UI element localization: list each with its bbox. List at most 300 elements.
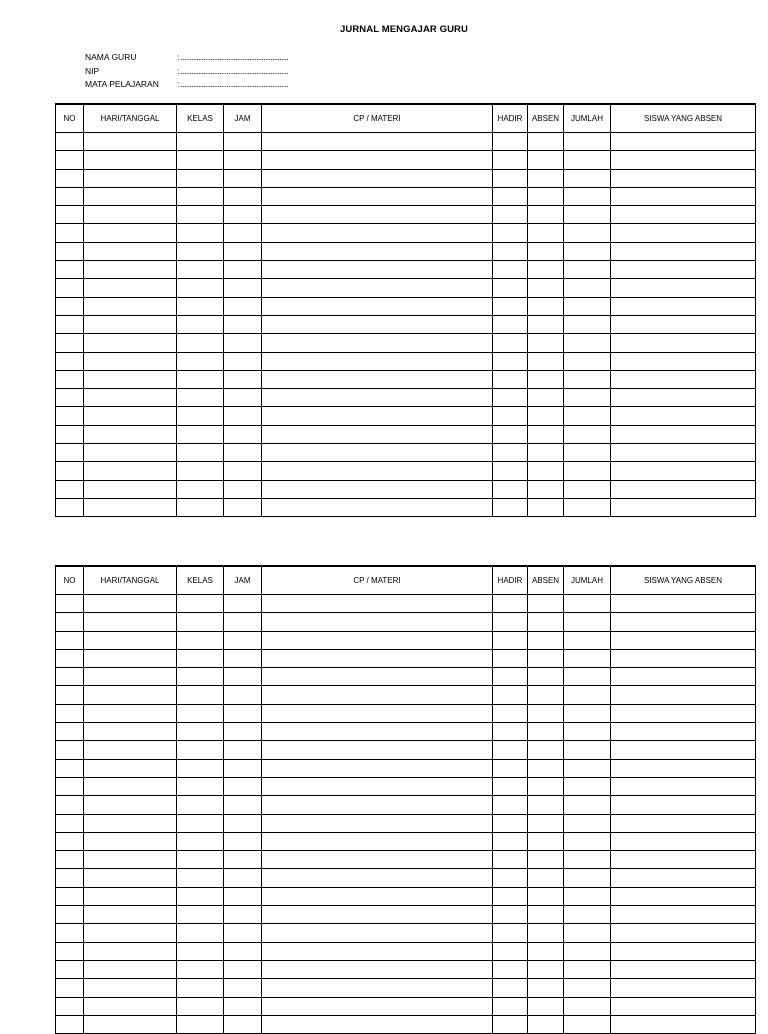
cell-date[interactable] [84, 444, 177, 462]
cell-absent-students[interactable] [611, 649, 756, 667]
cell-total[interactable] [564, 997, 611, 1015]
cell-material[interactable] [262, 169, 493, 187]
cell-class[interactable] [177, 206, 224, 224]
cell-absent[interactable] [528, 370, 564, 388]
cell-material[interactable] [262, 352, 493, 370]
cell-class[interactable] [177, 631, 224, 649]
cell-total[interactable] [564, 462, 611, 480]
cell-absent-students[interactable] [611, 407, 756, 425]
cell-date[interactable] [84, 595, 177, 613]
cell-absent-students[interactable] [611, 462, 756, 480]
cell-class[interactable] [177, 997, 224, 1015]
cell-absent[interactable] [528, 906, 564, 924]
cell-hour[interactable] [224, 906, 262, 924]
cell-present[interactable] [493, 741, 528, 759]
cell-absent[interactable] [528, 1015, 564, 1033]
cell-no[interactable] [56, 704, 84, 722]
cell-present[interactable] [493, 832, 528, 850]
cell-class[interactable] [177, 759, 224, 777]
cell-no[interactable] [56, 613, 84, 631]
cell-no[interactable] [56, 315, 84, 333]
cell-absent-students[interactable] [611, 979, 756, 997]
cell-absent-students[interactable] [611, 741, 756, 759]
cell-total[interactable] [564, 224, 611, 242]
cell-total[interactable] [564, 169, 611, 187]
cell-no[interactable] [56, 686, 84, 704]
cell-no[interactable] [56, 668, 84, 686]
cell-absent[interactable] [528, 668, 564, 686]
cell-total[interactable] [564, 407, 611, 425]
cell-present[interactable] [493, 631, 528, 649]
cell-date[interactable] [84, 869, 177, 887]
cell-class[interactable] [177, 960, 224, 978]
cell-total[interactable] [564, 960, 611, 978]
cell-date[interactable] [84, 723, 177, 741]
cell-absent[interactable] [528, 407, 564, 425]
cell-date[interactable] [84, 814, 177, 832]
cell-absent[interactable] [528, 924, 564, 942]
cell-total[interactable] [564, 649, 611, 667]
cell-absent[interactable] [528, 942, 564, 960]
cell-no[interactable] [56, 1015, 84, 1033]
cell-date[interactable] [84, 942, 177, 960]
cell-no[interactable] [56, 979, 84, 997]
cell-absent[interactable] [528, 631, 564, 649]
cell-total[interactable] [564, 631, 611, 649]
cell-absent-students[interactable] [611, 187, 756, 205]
cell-present[interactable] [493, 480, 528, 498]
cell-date[interactable] [84, 498, 177, 516]
cell-hour[interactable] [224, 649, 262, 667]
cell-absent-students[interactable] [611, 832, 756, 850]
cell-hour[interactable] [224, 352, 262, 370]
cell-hour[interactable] [224, 851, 262, 869]
cell-date[interactable] [84, 851, 177, 869]
cell-total[interactable] [564, 242, 611, 260]
cell-total[interactable] [564, 832, 611, 850]
cell-date[interactable] [84, 796, 177, 814]
cell-hour[interactable] [224, 133, 262, 151]
cell-no[interactable] [56, 723, 84, 741]
cell-date[interactable] [84, 777, 177, 795]
cell-absent[interactable] [528, 869, 564, 887]
cell-present[interactable] [493, 814, 528, 832]
cell-hour[interactable] [224, 407, 262, 425]
cell-material[interactable] [262, 704, 493, 722]
cell-class[interactable] [177, 425, 224, 443]
cell-absent[interactable] [528, 444, 564, 462]
cell-absent-students[interactable] [611, 370, 756, 388]
cell-material[interactable] [262, 649, 493, 667]
cell-total[interactable] [564, 814, 611, 832]
cell-date[interactable] [84, 960, 177, 978]
cell-class[interactable] [177, 979, 224, 997]
cell-class[interactable] [177, 297, 224, 315]
cell-total[interactable] [564, 869, 611, 887]
cell-class[interactable] [177, 887, 224, 905]
cell-material[interactable] [262, 498, 493, 516]
cell-hour[interactable] [224, 462, 262, 480]
cell-absent[interactable] [528, 133, 564, 151]
cell-class[interactable] [177, 462, 224, 480]
cell-absent[interactable] [528, 480, 564, 498]
cell-absent-students[interactable] [611, 777, 756, 795]
cell-absent-students[interactable] [611, 297, 756, 315]
cell-material[interactable] [262, 631, 493, 649]
cell-date[interactable] [84, 334, 177, 352]
cell-present[interactable] [493, 759, 528, 777]
cell-absent[interactable] [528, 960, 564, 978]
cell-total[interactable] [564, 613, 611, 631]
cell-absent-students[interactable] [611, 759, 756, 777]
cell-hour[interactable] [224, 613, 262, 631]
cell-present[interactable] [493, 960, 528, 978]
cell-total[interactable] [564, 297, 611, 315]
cell-class[interactable] [177, 151, 224, 169]
cell-total[interactable] [564, 389, 611, 407]
cell-present[interactable] [493, 906, 528, 924]
cell-no[interactable] [56, 906, 84, 924]
cell-hour[interactable] [224, 498, 262, 516]
cell-class[interactable] [177, 649, 224, 667]
cell-present[interactable] [493, 979, 528, 997]
cell-hour[interactable] [224, 814, 262, 832]
cell-class[interactable] [177, 133, 224, 151]
cell-hour[interactable] [224, 924, 262, 942]
cell-present[interactable] [493, 942, 528, 960]
cell-material[interactable] [262, 334, 493, 352]
cell-material[interactable] [262, 1015, 493, 1033]
cell-total[interactable] [564, 334, 611, 352]
cell-material[interactable] [262, 151, 493, 169]
cell-total[interactable] [564, 887, 611, 905]
cell-total[interactable] [564, 425, 611, 443]
cell-material[interactable] [262, 370, 493, 388]
cell-hour[interactable] [224, 279, 262, 297]
cell-total[interactable] [564, 796, 611, 814]
cell-no[interactable] [56, 133, 84, 151]
cell-class[interactable] [177, 334, 224, 352]
cell-class[interactable] [177, 796, 224, 814]
cell-material[interactable] [262, 777, 493, 795]
cell-class[interactable] [177, 389, 224, 407]
cell-class[interactable] [177, 261, 224, 279]
cell-no[interactable] [56, 887, 84, 905]
cell-hour[interactable] [224, 480, 262, 498]
cell-absent-students[interactable] [611, 704, 756, 722]
cell-absent[interactable] [528, 814, 564, 832]
cell-hour[interactable] [224, 315, 262, 333]
cell-no[interactable] [56, 777, 84, 795]
cell-no[interactable] [56, 960, 84, 978]
cell-hour[interactable] [224, 759, 262, 777]
cell-absent[interactable] [528, 297, 564, 315]
cell-total[interactable] [564, 352, 611, 370]
cell-present[interactable] [493, 407, 528, 425]
cell-no[interactable] [56, 814, 84, 832]
cell-absent[interactable] [528, 997, 564, 1015]
cell-total[interactable] [564, 206, 611, 224]
cell-material[interactable] [262, 206, 493, 224]
cell-no[interactable] [56, 242, 84, 260]
cell-material[interactable] [262, 997, 493, 1015]
cell-no[interactable] [56, 498, 84, 516]
field-value[interactable]: : ............................................................. [177, 65, 288, 76]
cell-absent[interactable] [528, 242, 564, 260]
cell-present[interactable] [493, 796, 528, 814]
cell-absent[interactable] [528, 649, 564, 667]
cell-date[interactable] [84, 649, 177, 667]
cell-present[interactable] [493, 151, 528, 169]
cell-class[interactable] [177, 407, 224, 425]
cell-class[interactable] [177, 187, 224, 205]
cell-material[interactable] [262, 595, 493, 613]
cell-date[interactable] [84, 631, 177, 649]
cell-material[interactable] [262, 906, 493, 924]
cell-hour[interactable] [224, 206, 262, 224]
cell-material[interactable] [262, 242, 493, 260]
cell-hour[interactable] [224, 869, 262, 887]
cell-present[interactable] [493, 315, 528, 333]
cell-date[interactable] [84, 997, 177, 1015]
cell-absent[interactable] [528, 279, 564, 297]
cell-no[interactable] [56, 425, 84, 443]
cell-absent-students[interactable] [611, 942, 756, 960]
cell-hour[interactable] [224, 334, 262, 352]
cell-absent[interactable] [528, 151, 564, 169]
cell-absent[interactable] [528, 498, 564, 516]
cell-present[interactable] [493, 668, 528, 686]
cell-material[interactable] [262, 444, 493, 462]
cell-absent-students[interactable] [611, 315, 756, 333]
cell-absent-students[interactable] [611, 869, 756, 887]
cell-total[interactable] [564, 133, 611, 151]
cell-material[interactable] [262, 187, 493, 205]
cell-absent-students[interactable] [611, 814, 756, 832]
cell-material[interactable] [262, 315, 493, 333]
cell-date[interactable] [84, 261, 177, 279]
cell-hour[interactable] [224, 686, 262, 704]
cell-material[interactable] [262, 480, 493, 498]
cell-date[interactable] [84, 686, 177, 704]
cell-date[interactable] [84, 242, 177, 260]
cell-absent[interactable] [528, 704, 564, 722]
cell-absent-students[interactable] [611, 151, 756, 169]
cell-date[interactable] [84, 924, 177, 942]
cell-total[interactable] [564, 777, 611, 795]
cell-no[interactable] [56, 261, 84, 279]
cell-date[interactable] [84, 352, 177, 370]
cell-no[interactable] [56, 759, 84, 777]
cell-date[interactable] [84, 425, 177, 443]
cell-absent-students[interactable] [611, 206, 756, 224]
cell-class[interactable] [177, 595, 224, 613]
cell-date[interactable] [84, 133, 177, 151]
cell-class[interactable] [177, 480, 224, 498]
cell-present[interactable] [493, 242, 528, 260]
cell-present[interactable] [493, 924, 528, 942]
cell-no[interactable] [56, 595, 84, 613]
cell-absent[interactable] [528, 759, 564, 777]
cell-present[interactable] [493, 133, 528, 151]
cell-absent-students[interactable] [611, 242, 756, 260]
cell-total[interactable] [564, 942, 611, 960]
field-value[interactable]: : ............................................................. [177, 79, 288, 89]
cell-absent-students[interactable] [611, 224, 756, 242]
cell-absent[interactable] [528, 389, 564, 407]
cell-no[interactable] [56, 796, 84, 814]
cell-absent-students[interactable] [611, 352, 756, 370]
cell-present[interactable] [493, 169, 528, 187]
cell-hour[interactable] [224, 297, 262, 315]
cell-date[interactable] [84, 407, 177, 425]
cell-absent[interactable] [528, 425, 564, 443]
cell-absent[interactable] [528, 723, 564, 741]
cell-date[interactable] [84, 759, 177, 777]
cell-hour[interactable] [224, 224, 262, 242]
cell-hour[interactable] [224, 151, 262, 169]
cell-hour[interactable] [224, 370, 262, 388]
cell-hour[interactable] [224, 741, 262, 759]
cell-class[interactable] [177, 315, 224, 333]
cell-total[interactable] [564, 704, 611, 722]
cell-absent-students[interactable] [611, 906, 756, 924]
cell-no[interactable] [56, 297, 84, 315]
cell-class[interactable] [177, 814, 224, 832]
cell-class[interactable] [177, 869, 224, 887]
cell-present[interactable] [493, 498, 528, 516]
cell-absent-students[interactable] [611, 595, 756, 613]
cell-date[interactable] [84, 979, 177, 997]
cell-hour[interactable] [224, 723, 262, 741]
cell-absent[interactable] [528, 686, 564, 704]
cell-no[interactable] [56, 334, 84, 352]
cell-absent-students[interactable] [611, 169, 756, 187]
cell-material[interactable] [262, 814, 493, 832]
cell-hour[interactable] [224, 261, 262, 279]
cell-no[interactable] [56, 206, 84, 224]
cell-no[interactable] [56, 649, 84, 667]
cell-material[interactable] [262, 869, 493, 887]
cell-material[interactable] [262, 133, 493, 151]
cell-absent[interactable] [528, 979, 564, 997]
cell-date[interactable] [84, 832, 177, 850]
cell-absent[interactable] [528, 595, 564, 613]
cell-absent[interactable] [528, 334, 564, 352]
cell-class[interactable] [177, 370, 224, 388]
cell-absent-students[interactable] [611, 613, 756, 631]
cell-present[interactable] [493, 723, 528, 741]
cell-hour[interactable] [224, 169, 262, 187]
cell-class[interactable] [177, 1015, 224, 1033]
cell-date[interactable] [84, 370, 177, 388]
cell-no[interactable] [56, 224, 84, 242]
cell-total[interactable] [564, 187, 611, 205]
cell-hour[interactable] [224, 777, 262, 795]
cell-date[interactable] [84, 279, 177, 297]
cell-present[interactable] [493, 261, 528, 279]
cell-date[interactable] [84, 613, 177, 631]
cell-total[interactable] [564, 480, 611, 498]
cell-total[interactable] [564, 444, 611, 462]
cell-absent-students[interactable] [611, 887, 756, 905]
cell-absent-students[interactable] [611, 498, 756, 516]
cell-absent[interactable] [528, 187, 564, 205]
cell-class[interactable] [177, 924, 224, 942]
cell-absent[interactable] [528, 851, 564, 869]
cell-total[interactable] [564, 686, 611, 704]
cell-absent[interactable] [528, 777, 564, 795]
cell-absent[interactable] [528, 462, 564, 480]
cell-present[interactable] [493, 297, 528, 315]
cell-no[interactable] [56, 997, 84, 1015]
cell-present[interactable] [493, 352, 528, 370]
cell-date[interactable] [84, 297, 177, 315]
cell-absent-students[interactable] [611, 425, 756, 443]
cell-class[interactable] [177, 613, 224, 631]
cell-total[interactable] [564, 261, 611, 279]
cell-hour[interactable] [224, 960, 262, 978]
cell-absent[interactable] [528, 887, 564, 905]
cell-date[interactable] [84, 389, 177, 407]
cell-total[interactable] [564, 151, 611, 169]
cell-absent[interactable] [528, 206, 564, 224]
cell-absent-students[interactable] [611, 480, 756, 498]
cell-total[interactable] [564, 595, 611, 613]
cell-material[interactable] [262, 759, 493, 777]
cell-material[interactable] [262, 796, 493, 814]
cell-date[interactable] [84, 462, 177, 480]
cell-material[interactable] [262, 462, 493, 480]
cell-present[interactable] [493, 444, 528, 462]
cell-present[interactable] [493, 851, 528, 869]
cell-hour[interactable] [224, 832, 262, 850]
cell-absent[interactable] [528, 741, 564, 759]
cell-present[interactable] [493, 777, 528, 795]
cell-hour[interactable] [224, 796, 262, 814]
cell-material[interactable] [262, 389, 493, 407]
cell-material[interactable] [262, 425, 493, 443]
cell-hour[interactable] [224, 887, 262, 905]
cell-hour[interactable] [224, 595, 262, 613]
cell-present[interactable] [493, 224, 528, 242]
cell-present[interactable] [493, 686, 528, 704]
cell-hour[interactable] [224, 444, 262, 462]
cell-class[interactable] [177, 906, 224, 924]
cell-no[interactable] [56, 352, 84, 370]
cell-material[interactable] [262, 942, 493, 960]
cell-absent-students[interactable] [611, 631, 756, 649]
cell-date[interactable] [84, 704, 177, 722]
cell-material[interactable] [262, 924, 493, 942]
cell-no[interactable] [56, 741, 84, 759]
cell-hour[interactable] [224, 979, 262, 997]
cell-absent[interactable] [528, 613, 564, 631]
cell-class[interactable] [177, 851, 224, 869]
cell-total[interactable] [564, 498, 611, 516]
cell-material[interactable] [262, 279, 493, 297]
cell-total[interactable] [564, 370, 611, 388]
cell-hour[interactable] [224, 1015, 262, 1033]
cell-present[interactable] [493, 613, 528, 631]
cell-class[interactable] [177, 668, 224, 686]
cell-absent-students[interactable] [611, 389, 756, 407]
cell-total[interactable] [564, 851, 611, 869]
cell-date[interactable] [84, 741, 177, 759]
cell-no[interactable] [56, 631, 84, 649]
cell-hour[interactable] [224, 425, 262, 443]
cell-no[interactable] [56, 851, 84, 869]
